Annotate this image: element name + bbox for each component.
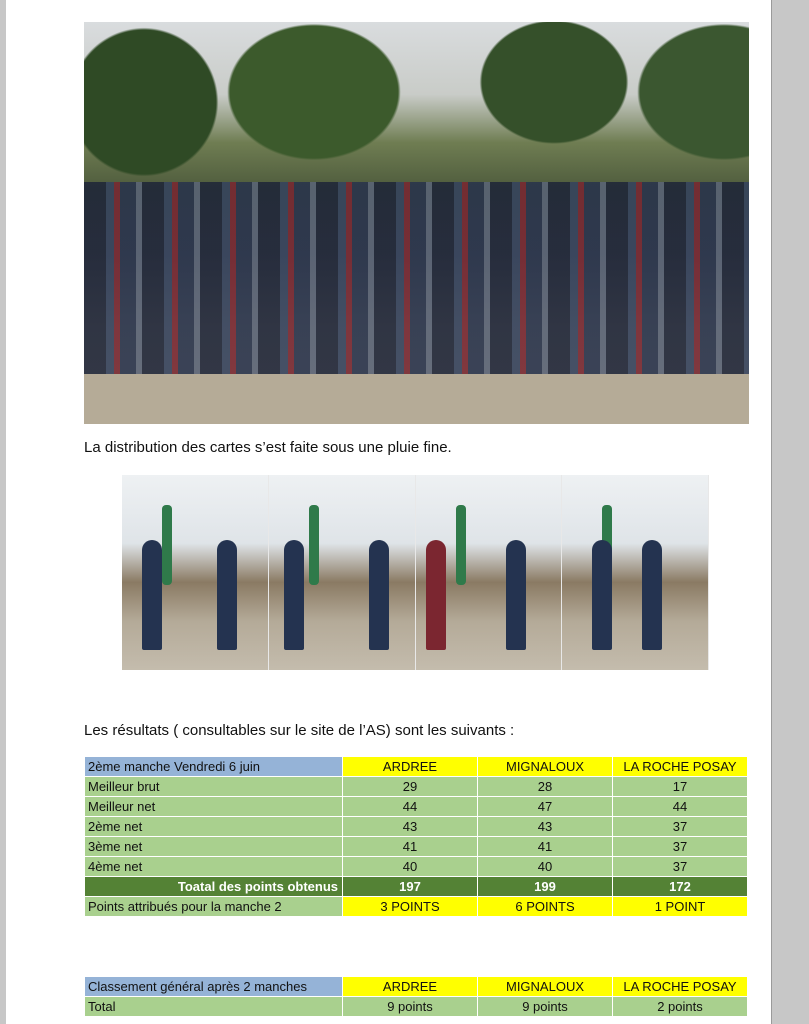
header-club: LA ROCHE POSAY [613, 757, 748, 777]
umbrella [309, 505, 319, 585]
header-label: 2ème manche Vendredi 6 juin [85, 757, 343, 777]
crowd-of-players [84, 182, 749, 382]
row-label: 2ème net [85, 817, 343, 837]
row-label: Meilleur brut [85, 777, 343, 797]
row-value: 47 [478, 797, 613, 817]
overall-value: 2 points [613, 997, 748, 1017]
total-value: 199 [478, 877, 613, 897]
blank-cell [613, 917, 748, 937]
blank-cell [613, 937, 748, 957]
blank-row [85, 917, 748, 937]
blank-cell [85, 917, 343, 937]
blank-cell [85, 937, 343, 957]
overall-header-club: ARDREE [343, 977, 478, 997]
total-value: 172 [613, 877, 748, 897]
row-value: 40 [478, 857, 613, 877]
blank-row [85, 937, 748, 957]
page-left-margin [0, 0, 6, 1024]
row-value: 41 [343, 837, 478, 857]
points-value: 1 POINT [613, 897, 748, 917]
person [217, 540, 237, 650]
overall-row [85, 997, 748, 1017]
total-label: Toatal des points obtenus [85, 877, 343, 897]
overall-header-row [85, 977, 748, 997]
row-value: 44 [343, 797, 478, 817]
row-value: 28 [478, 777, 613, 797]
total-value: 197 [343, 877, 478, 897]
row-value: 29 [343, 777, 478, 797]
total-row [85, 877, 748, 897]
person [426, 540, 446, 650]
award-photo-strip [122, 475, 709, 670]
spacer-cell [478, 957, 613, 977]
row-value: 41 [478, 837, 613, 857]
blank-cell [478, 937, 613, 957]
group-photo [84, 22, 749, 424]
header-club: ARDREE [343, 757, 478, 777]
award-photo-3 [416, 475, 563, 670]
award-photo-2 [269, 475, 416, 670]
person [506, 540, 526, 650]
header-row [85, 757, 748, 777]
person [369, 540, 389, 650]
blank-cell [343, 937, 478, 957]
terrace-ground [84, 374, 749, 424]
award-photo-1 [122, 475, 269, 670]
overall-value: 9 points [343, 997, 478, 1017]
spacer-cell [343, 957, 478, 977]
results-table [84, 756, 748, 1017]
table-row [85, 797, 748, 817]
points-label: Points attribués pour la manche 2 [85, 897, 343, 917]
table-row [85, 837, 748, 857]
row-value: 43 [343, 817, 478, 837]
row-value: 43 [478, 817, 613, 837]
page-right-margin [771, 0, 809, 1024]
results-intro: Les résultats ( consultables sur le site de l’AS) sont les suivants : [84, 722, 515, 739]
trees-background [84, 22, 749, 182]
umbrella [456, 505, 466, 585]
spacer-row [85, 957, 748, 977]
points-row [85, 897, 748, 917]
row-value: 17 [613, 777, 748, 797]
row-value: 37 [613, 857, 748, 877]
person [592, 540, 612, 650]
spacer-cell [85, 957, 343, 977]
overall-label: Total [85, 997, 343, 1017]
spacer-cell [613, 957, 748, 977]
overall-header-club: LA ROCHE POSAY [613, 977, 748, 997]
person [642, 540, 662, 650]
points-value: 6 POINTS [478, 897, 613, 917]
person [142, 540, 162, 650]
photo-caption: La distribution des cartes s’est faite sous une pluie fine. [84, 439, 452, 456]
row-value: 40 [343, 857, 478, 877]
row-value: 37 [613, 837, 748, 857]
row-label: Meilleur net [85, 797, 343, 817]
blank-cell [343, 917, 478, 937]
overall-header-club: MIGNALOUX [478, 977, 613, 997]
row-value: 44 [613, 797, 748, 817]
overall-header-label: Classement général après 2 manches [85, 977, 343, 997]
award-photo-4 [562, 475, 709, 670]
overall-value: 9 points [478, 997, 613, 1017]
row-value: 37 [613, 817, 748, 837]
points-value: 3 POINTS [343, 897, 478, 917]
table-row [85, 857, 748, 877]
table-row [85, 817, 748, 837]
person [284, 540, 304, 650]
header-club: MIGNALOUX [478, 757, 613, 777]
row-label: 3ème net [85, 837, 343, 857]
row-label: 4ème net [85, 857, 343, 877]
table-row [85, 777, 748, 797]
umbrella [162, 505, 172, 585]
blank-cell [478, 917, 613, 937]
